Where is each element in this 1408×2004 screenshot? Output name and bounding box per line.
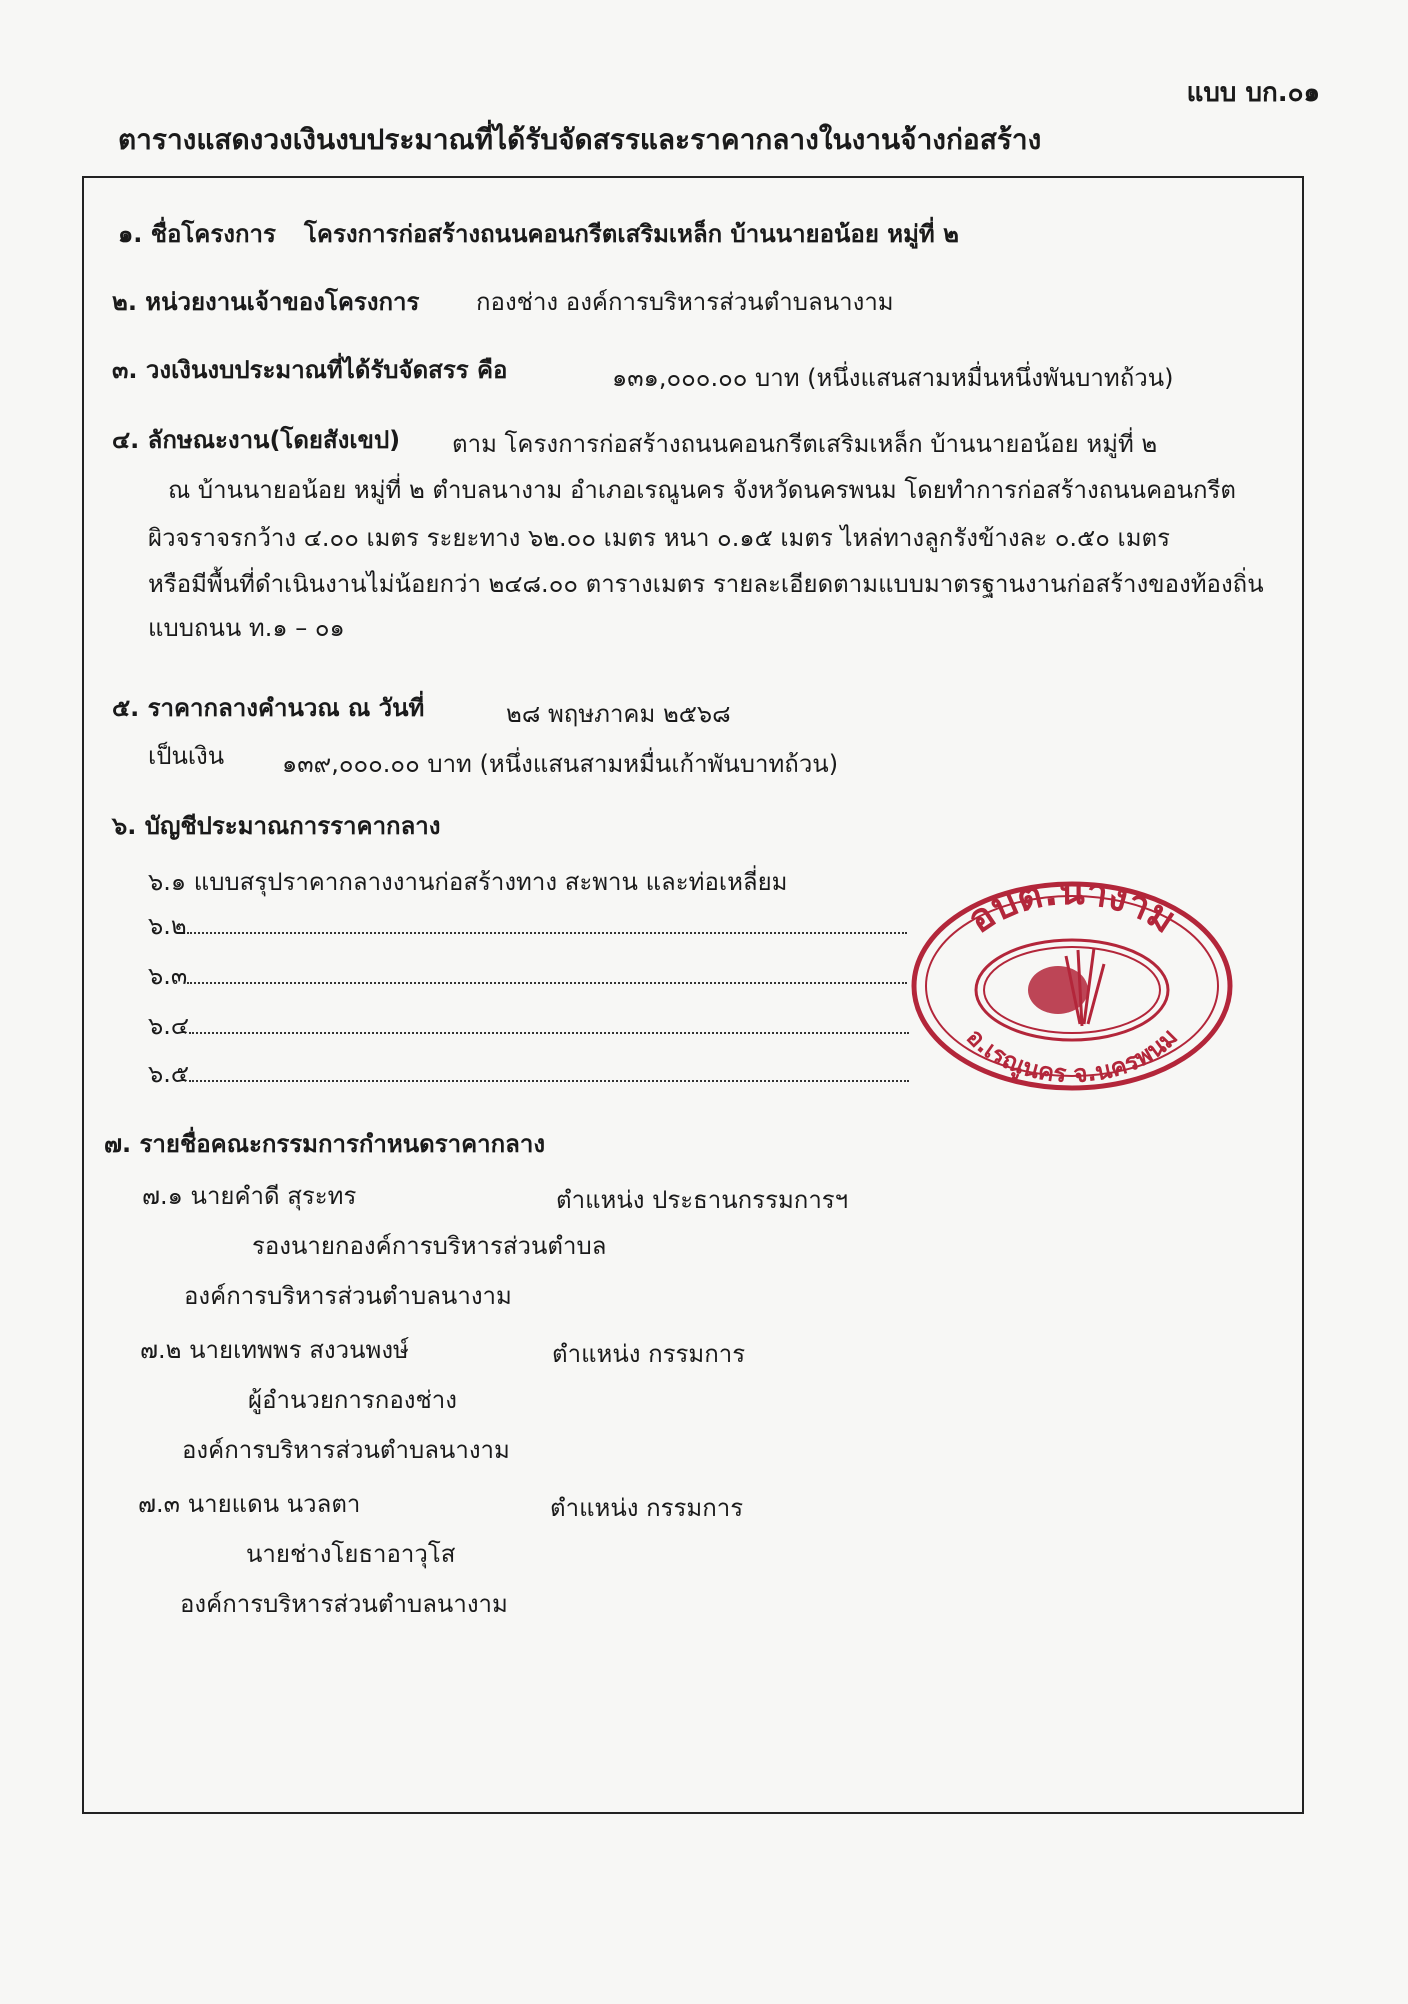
member3-position: ตำแหน่ง กรรมการ	[550, 1494, 744, 1522]
item4-line4: หรือมีพื้นที่ดำเนินงานไม่น้อยกว่า ๒๔๘.๐๐ ตารางเมตร รายละเอียดตามแบบมาตรฐานงานก่อสร้างของท้องถิ่น	[148, 570, 1264, 598]
item3-value: ๑๓๑,๐๐๐.๐๐ บาท (หนึ่งแสนสามหมื่นหนึ่งพันบาทถ้วน)	[612, 364, 1174, 392]
item5-label: ๕. ราคากลางคำนวณ ณ วันที่	[112, 694, 425, 722]
item6-sub4: ๖.๔	[148, 1006, 909, 1045]
stamp-top-text: อบต.นางาม	[959, 878, 1185, 942]
item1-label: ๑. ชื่อโครงการ	[118, 220, 276, 248]
item6-sub1: ๖.๑ แบบสรุปราคากลางงานก่อสร้างทาง สะพาน และท่อเหลี่ยม	[148, 868, 788, 896]
item2-label: ๒. หน่วยงานเจ้าของโครงการ	[112, 288, 420, 316]
member3-role: นายช่างโยธาอาวุโส	[246, 1540, 456, 1568]
member1-position: ตำแหน่ง ประธานกรรมการฯ	[556, 1186, 849, 1214]
item4-label: ๔. ลักษณะงาน(โดยสังเขป)	[112, 426, 401, 454]
item6-label: ๖. บัญชีประมาณการราคากลาง	[112, 812, 441, 840]
stamp-bottom-text: อ.เรณูนคร จ.นครพนม	[960, 1022, 1184, 1089]
item4-line3: ผิวจราจรกว้าง ๔.๐๐ เมตร ระยะทาง ๖๒.๐๐ เมตร หนา ๐.๑๕ เมตร ไหล่ทางลูกรังข้างละ ๐.๕๐ เมตร	[148, 524, 1170, 552]
item4-line2: ณ บ้านนายอน้อย หมู่ที่ ๒ ตำบลนางาม อำเภอเรณูนคร จังหวัดนครพนม โดยทำการก่อสร้างถนนคอนกรีต	[168, 476, 1236, 504]
item3-label: ๓. วงเงินงบประมาณที่ได้รับจัดสรร คือ	[112, 356, 508, 384]
item6-sub2: ๖.๒	[148, 906, 907, 945]
item1-value: โครงการก่อสร้างถนนคอนกรีตเสริมเหล็ก บ้านนายอน้อย หมู่ที่ ๒	[304, 220, 959, 248]
item7-label: ๗. รายชื่อคณะกรรมการกำหนดราคากลาง	[104, 1130, 546, 1158]
item2-value: กองช่าง องค์การบริหารส่วนตำบลนางาม	[476, 288, 894, 316]
member3-org: องค์การบริหารส่วนตำบลนางาม	[180, 1590, 508, 1618]
member2-name: ๗.๒ นายเทพพร สงวนพงษ์	[140, 1336, 409, 1364]
member3-name: ๗.๓ นายแดน นวลตา	[138, 1490, 361, 1518]
member1-name: ๗.๑ นายคำดี สุระทร	[142, 1182, 357, 1210]
form-code: แบบ บก.๐๑	[1186, 78, 1320, 108]
rice-plant-emblem-icon	[1028, 948, 1104, 1026]
item6-sub3: ๖.๓	[148, 956, 907, 995]
item5-amount-label: เป็นเงิน	[148, 742, 225, 770]
member1-role: รองนายกองค์การบริหารส่วนตำบล	[252, 1232, 607, 1260]
item6-sub5: ๖.๕	[148, 1054, 909, 1093]
member2-position: ตำแหน่ง กรรมการ	[552, 1340, 746, 1368]
item4-line1: ตาม โครงการก่อสร้างถนนคอนกรีตเสริมเหล็ก บ้านนายอน้อย หมู่ที่ ๒	[452, 430, 1158, 458]
member2-org: องค์การบริหารส่วนตำบลนางาม	[182, 1436, 510, 1464]
item4-line5: แบบถนน ท.๑ – ๐๑	[148, 614, 345, 642]
item5-amount: ๑๓๙,๐๐๐.๐๐ บาท (หนึ่งแสนสามหมื่นเก้าพันบาทถ้วน)	[282, 750, 839, 778]
member1-org: องค์การบริหารส่วนตำบลนางาม	[184, 1282, 512, 1310]
organization-stamp	[908, 878, 1236, 1094]
item5-date: ๒๘ พฤษภาคม ๒๕๖๘	[506, 700, 731, 728]
member2-role: ผู้อำนวยการกองช่าง	[248, 1386, 457, 1414]
document-title: ตารางแสดงวงเงินงบประมาณที่ได้รับจัดสรรและราคากลางในงานจ้างก่อสร้าง	[118, 123, 1042, 156]
